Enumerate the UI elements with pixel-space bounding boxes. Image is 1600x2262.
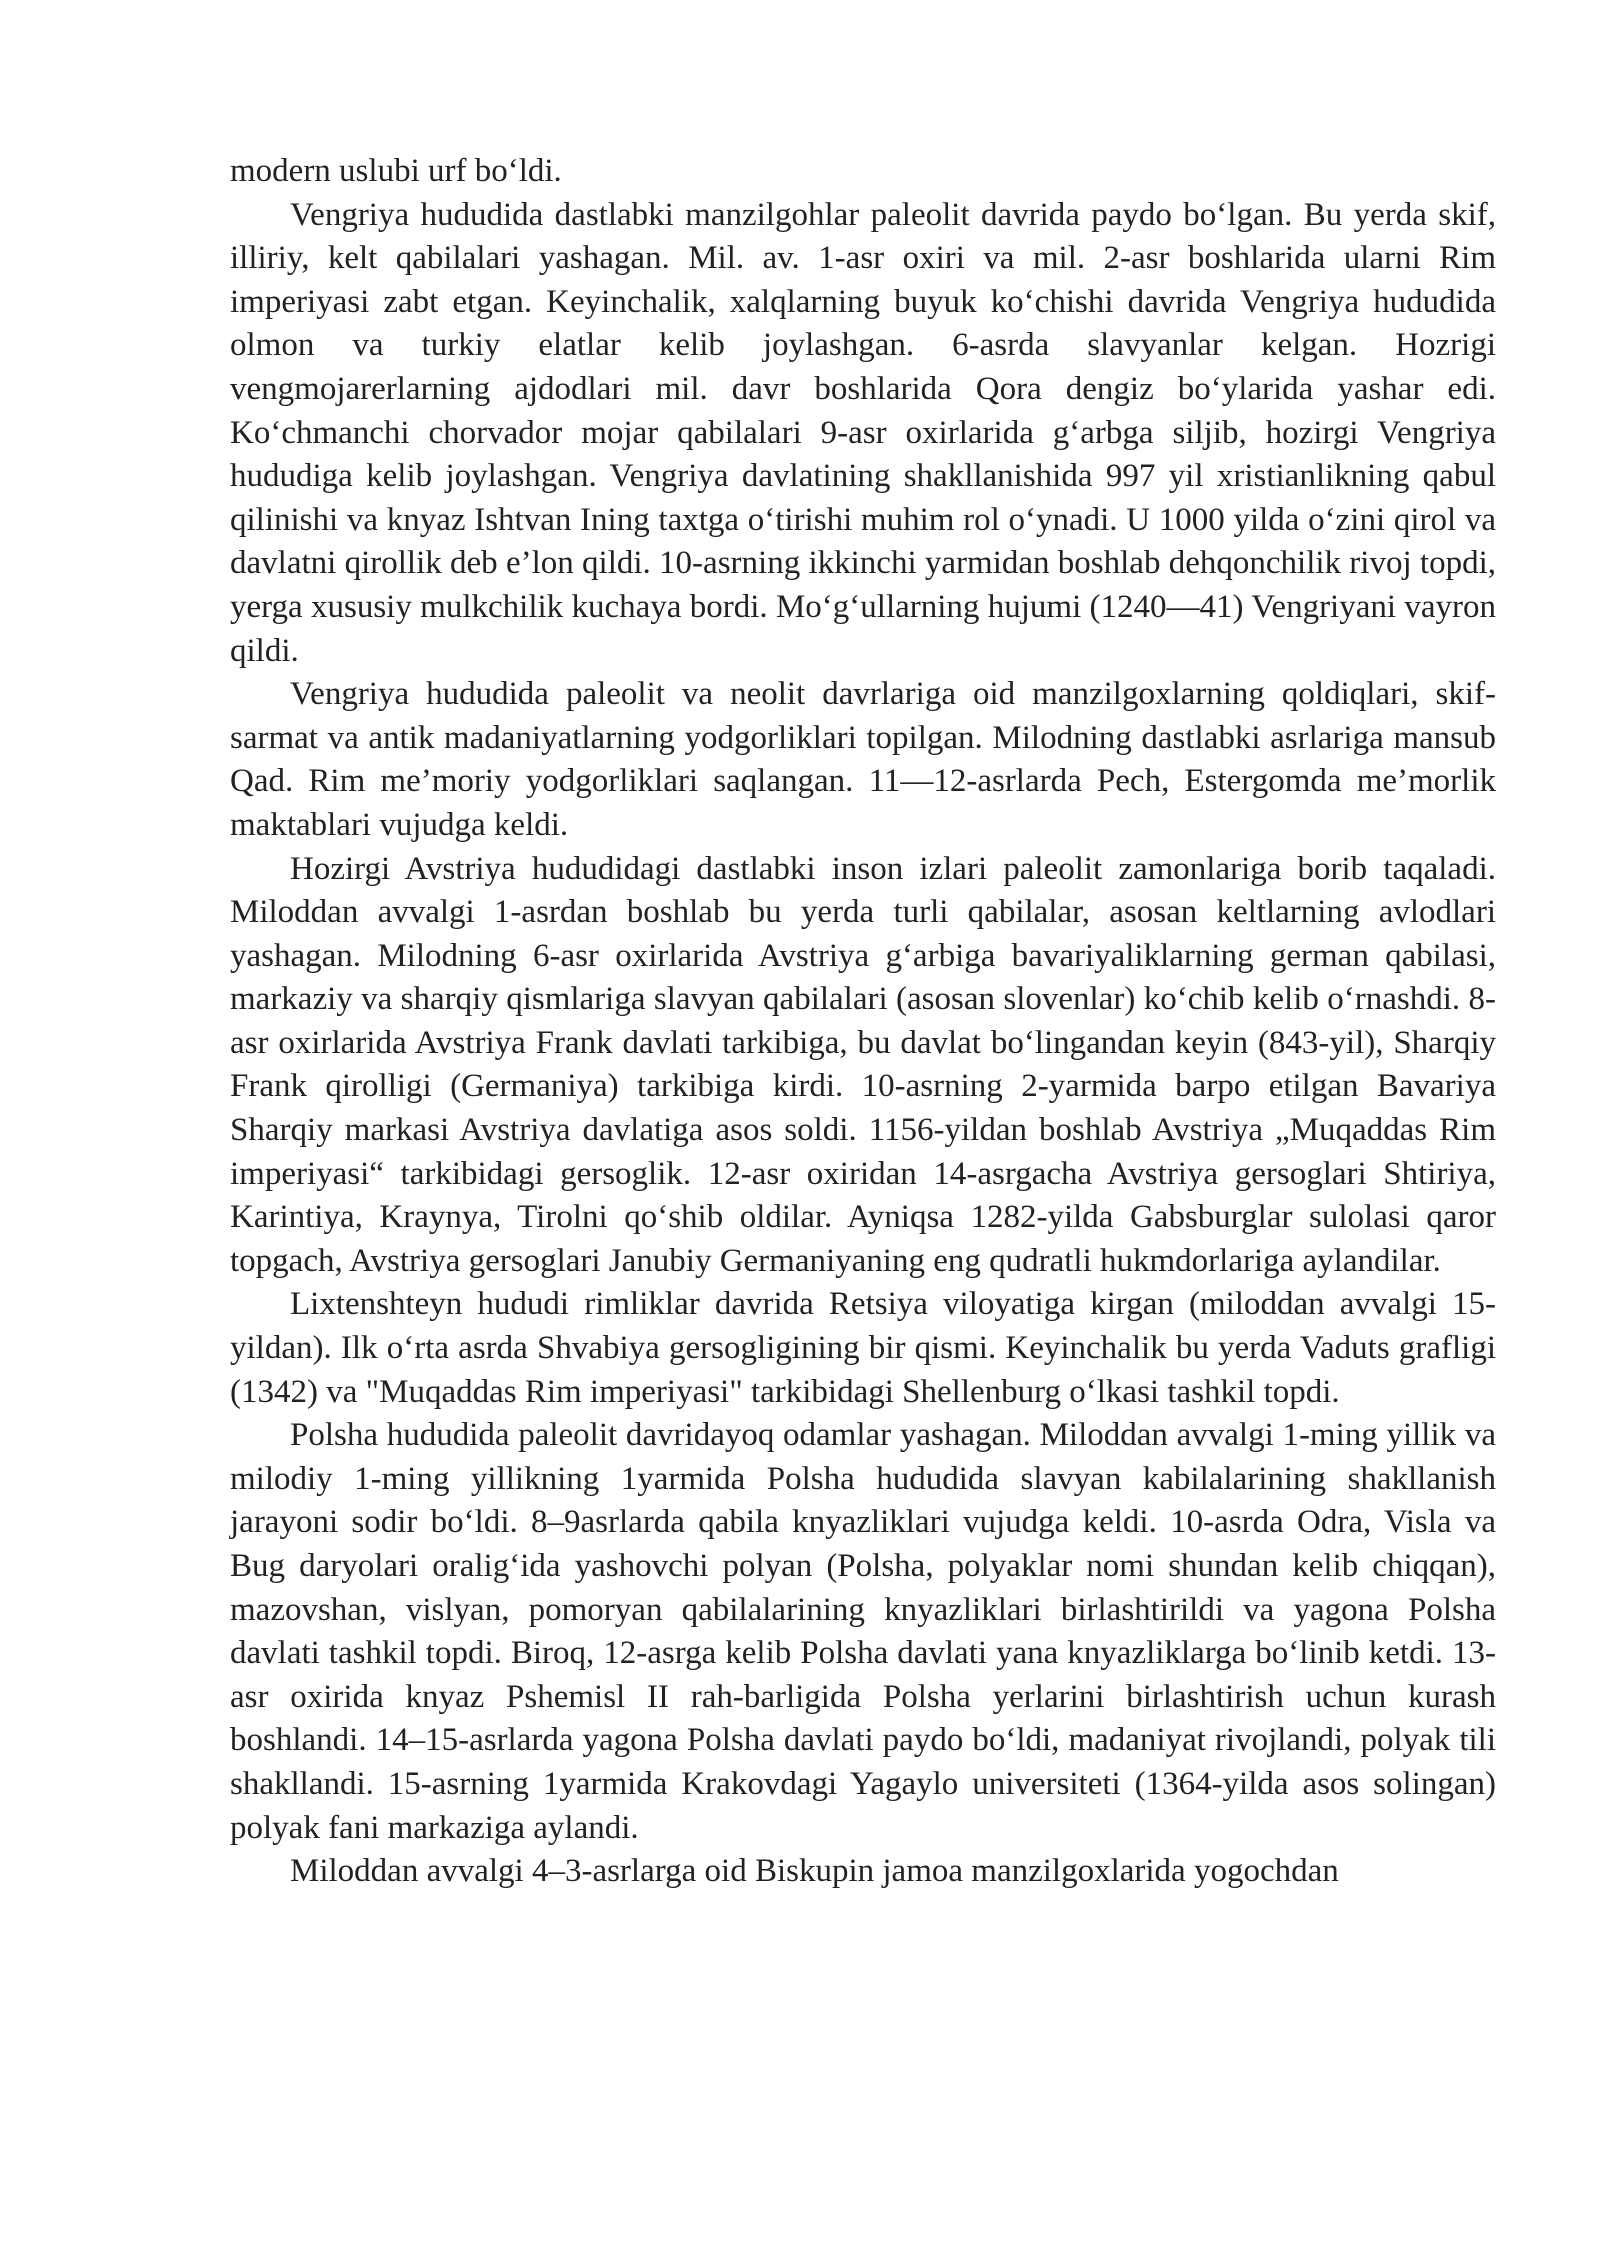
paragraph-hungary-archaeology: Vengriya hududida paleolit va neolit davrlariga oid manzilgoxlarning qoldiqlari, skif-sarmat va antik madaniyatlarning yodgorliklari topilgan. Milodning dastlabki asrlariga mansub Qad. Rim me’moriy yodgorliklari saqlangan. 11—12-asrlarda Pech, Estergomda me’morlik maktablari vujudga keldi. [230,676,1496,843]
paragraph-continuation: modern uslubi urf bo‘ldi. [230,153,562,189]
paragraph-hungary-history: Vengriya hududida dastlabki manzilgohlar paleolit davrida paydo bo‘lgan. Bu yerda skif, illiriy, kelt qabilalari yashagan. Mil. av. 1-asr oxiri va mil. 2-asr boshlarida ularni Rim imperiyasi zabt etgan. Keyinchalik, xalqlarning buyuk ko‘chishi davrida Vengriya hududida olmon va turkiy elatlar kelib joylashgan. 6-asrda slavyanlar kelgan. Hozrigi vengmojarerlarning ajdodlari mil. davr boshlarida Qora dengiz bo‘ylarida yashar edi. Ko‘chmanchi chorvador mojar qabilalari 9-asr oxirlarida g‘arbga siljib, hozirgi Vengriya hududiga kelib joylashgan. Vengriya davlatining shakllanishida 997 yil xristianlikning qabul qilinishi va knyaz Ishtvan Ining taxtga o‘tirishi muhim rol o‘ynadi. U 1000 yilda o‘zini qirol va davlatni qirollik deb e’lon qildi. 10-asrning ikkinchi yarmidan boshlab dehqonchilik rivoj topdi, yerga xususiy mulkchilik kuchaya bordi. Mo‘g‘ullarning hujumi (1240—41) Vengriyani vayron qildi. [230,196,1496,669]
paragraph-biskupin: Miloddan avvalgi 4–3-asrlarga oid Biskupin jamoa manzilgoxlarida yogochdan [290,1853,1339,1890]
paragraph-liechtenstein-history: Lixtenshteyn hududi rimliklar davrida Retsiya viloyatiga kirgan (miloddan avvalgi 15-yildan). Ilk o‘rta asrda Shvabiya gersogligining bir qismi. Keyinchalik bu yerda Vaduts grafligi (1342) va "Muqaddas Rim imperiyasi" tarkibidagi Shellenburg o‘lkasi tashkil topdi. [230,1286,1496,1410]
document-page [230,150,1496,1894]
paragraph-austria-history: Hozirgi Avstriya hududidagi dastlabki inson izlari paleolit zamonlariga borib taqaladi. Miloddan avvalgi 1-asrdan boshlab bu yerda turli qabilalar, asosan keltlarning avlodlari yashagan. Milodning 6-asr oxirlarida Avstriya g‘arbiga bavariyaliklarning german qabilasi, markaziy va sharqiy qismlariga slavyan qabilalari (asosan slovenlar) ko‘chib kelib o‘rnashdi. 8-asr oxirlarida Avstriya Frank davlati tarkibiga, bu davlat bo‘lingandan keyin (843-yil), Sharqiy Frank qirolligi (Germaniya) tarkibiga kirdi. 10-asrning 2-yarmida barpo etilgan Bavariya Sharqiy markasi Avstriya davlatiga asos soldi. 1156-yildan boshlab Avstriya „Muqaddas Rim imperiyasi“ tarkibidagi gersoglik. 12-asr oxiridan 14-asrgacha Avstriya gersoglari Shtiriya, Karintiya, Kraynya, Tirolni qo‘shib oldilar. Ayniqsa 1282-yilda Gabsburglar sulolasi qaror topgach, Avstriya gersoglari Janubiy Germaniyaning eng qudratli hukmdorlariga aylandilar. [230,850,1496,1279]
paragraph-poland-history: Polsha hududida paleolit davridayoq odamlar yashagan. Miloddan avvalgi 1-ming yillik va milodiy 1-ming yillikning 1yarmida Polsha hududida slavyan kabilalarining shakllanish jarayoni sodir bo‘ldi. 8–9asrlarda qabila knyazliklari vujudga keldi. 10-asrda Odra, Visla va Bug daryolari oralig‘ida yashovchi polyan (Polsha, polyaklar nomi shundan kelib chiqqan), mazovshan, vislyan, pomoryan qabilalarining knyazliklari birlashtirildi va yagona Polsha davlati tashkil topdi. Biroq, 12-asrga kelib Polsha davlati yana knyazliklarga bo‘linib ketdi. 13-asr oxirida knyaz Pshemisl II rah-barligida Polsha yerlarini birlashtirish uchun kurash boshlandi. 14–15-asrlarda yagona Polsha davlati paydo bo‘ldi, madaniyat rivojlandi, polyak tili shakllandi. 15-asrning 1yarmida Krakovdagi Yagaylo universiteti (1364-yilda asos solingan) polyak fani markaziga aylandi. [230,1417,1496,1846]
